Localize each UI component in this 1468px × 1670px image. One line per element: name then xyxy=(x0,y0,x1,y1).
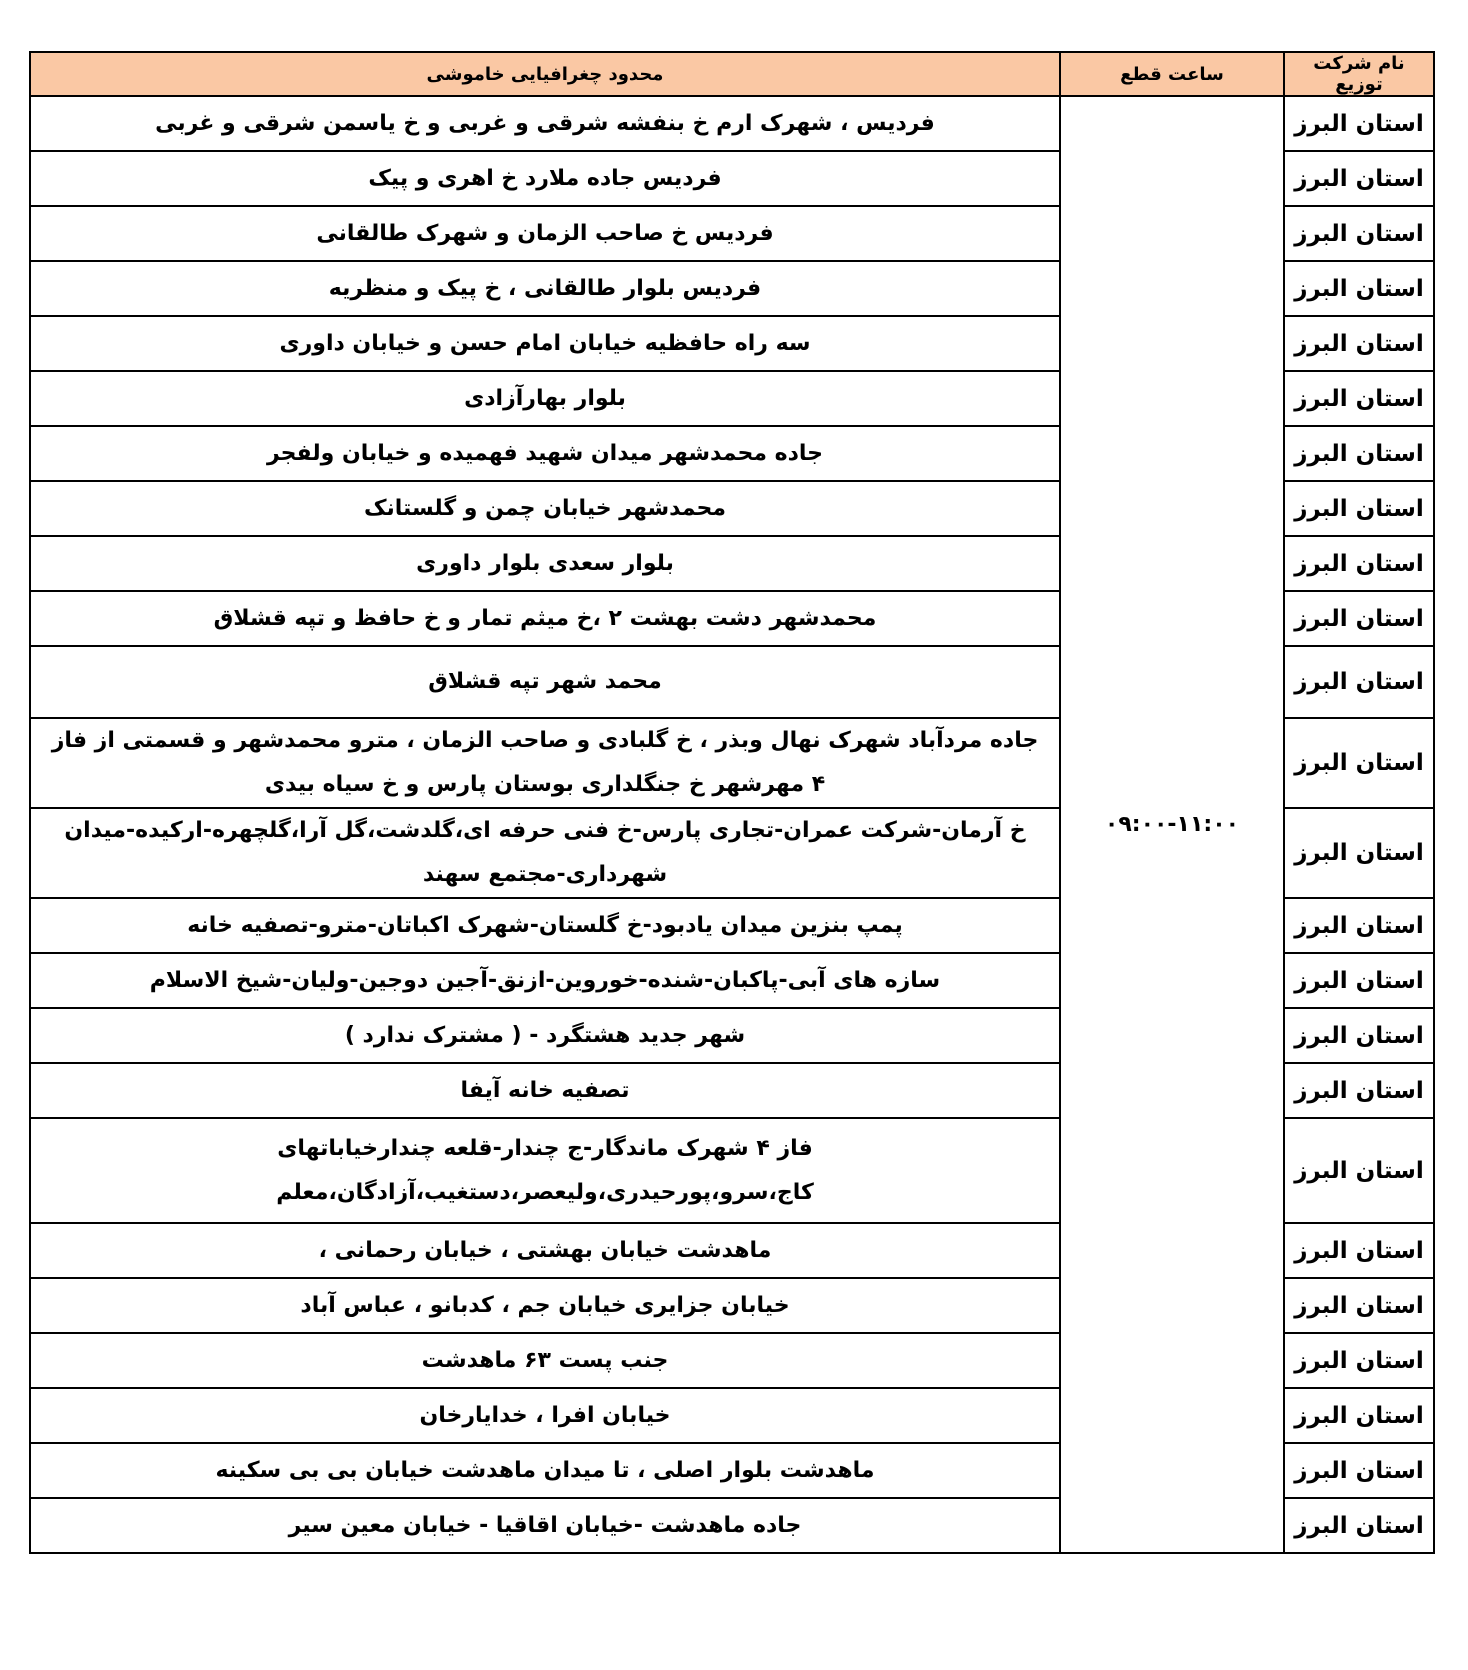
company-cell: استان البرز xyxy=(1284,481,1434,536)
company-cell: استان البرز xyxy=(1284,1223,1434,1278)
company-cell: استان البرز xyxy=(1284,646,1434,718)
table-header-row xyxy=(30,52,1434,96)
area-cell: جنب پست ۶۳ ماهدشت xyxy=(30,1333,1060,1388)
area-cell: شهر جدید هشتگرد - ( مشترک ندارد ) xyxy=(30,1008,1060,1063)
company-cell: استان البرز xyxy=(1284,206,1434,261)
area-cell: جاده ماهدشت -خیابان اقاقیا - خیابان معین سیر xyxy=(30,1498,1060,1553)
area-cell: سازه های آبی-پاکبان-شنده-خوروین-ازنق-آجین دوجین-ولیان-شیخ الاسلام xyxy=(30,953,1060,1008)
area-cell: فردیس جاده ملارد خ اهری و پیک xyxy=(30,151,1060,206)
company-cell: استان البرز xyxy=(1284,1118,1434,1223)
header-area: محدود چغرافیایی خاموشی xyxy=(30,52,1060,96)
area-cell: محمدشهر خیابان چمن و گلستانک xyxy=(30,481,1060,536)
company-cell: استان البرز xyxy=(1284,1498,1434,1553)
area-cell: خیابان افرا ، خدایارخان xyxy=(30,1388,1060,1443)
company-cell: استان البرز xyxy=(1284,426,1434,481)
area-cell: فاز ۴ شهرک ماندگار-ج چندار-قلعه چندارخیاباتهای کاج،سرو،پورحیدری،ولیعصر،دستغیب،آزادگان،معلم xyxy=(30,1118,1060,1223)
company-cell: استان البرز xyxy=(1284,1333,1434,1388)
table-row xyxy=(30,96,1434,151)
company-cell: استان البرز xyxy=(1284,316,1434,371)
area-cell: خیابان جزایری خیابان جم ، کدبانو ، عباس آباد xyxy=(30,1278,1060,1333)
company-cell: استان البرز xyxy=(1284,591,1434,646)
company-cell: استان البرز xyxy=(1284,1443,1434,1498)
company-cell: استان البرز xyxy=(1284,718,1434,808)
outage-table-wrapper xyxy=(29,51,1433,1554)
company-cell: استان البرز xyxy=(1284,1388,1434,1443)
area-cell: جاده مردآباد شهرک نهال وبذر ، خ گلبادی و صاحب الزمان ، مترو محمدشهر و قسمتی از فاز ۴ مهرشهر خ جنگلداری بوستان پارس و خ سیاه بیدی xyxy=(30,718,1060,808)
company-cell: استان البرز xyxy=(1284,96,1434,151)
area-cell: خ آرمان-شرکت عمران-تجاری پارس-خ فنی حرفه ای،گلدشت،گل آرا،گلچهره-ارکیده-میدان شهرداری-مجتمع سهند xyxy=(30,808,1060,898)
area-cell: ماهدشت خیابان بهشتی ، خیابان رحمانی ، xyxy=(30,1223,1060,1278)
area-cell: محمدشهر دشت بهشت ۲ ،خ میثم تمار و خ حافظ و تپه قشلاق xyxy=(30,591,1060,646)
area-cell: جاده محمدشهر میدان شهید فهمیده و خیابان ولفجر xyxy=(30,426,1060,481)
area-cell: ماهدشت بلوار اصلی ، تا میدان ماهدشت خیابان بی بی سکینه xyxy=(30,1443,1060,1498)
table-body xyxy=(30,96,1434,1553)
company-cell: استان البرز xyxy=(1284,808,1434,898)
header-company: نام شرکت توزیع xyxy=(1284,52,1434,96)
area-cell: محمد شهر تپه قشلاق xyxy=(30,646,1060,718)
company-cell: استان البرز xyxy=(1284,536,1434,591)
area-cell: فردیس ، شهرک ارم خ بنفشه شرقی و غربی و خ یاسمن شرقی و غربی xyxy=(30,96,1060,151)
area-cell: سه راه حافظیه خیابان امام حسن و خیابان داوری xyxy=(30,316,1060,371)
area-cell: بلوار بهارآزادی xyxy=(30,371,1060,426)
company-cell: استان البرز xyxy=(1284,1063,1434,1118)
company-cell: استان البرز xyxy=(1284,898,1434,953)
company-cell: استان البرز xyxy=(1284,261,1434,316)
company-cell: استان البرز xyxy=(1284,953,1434,1008)
area-cell: فردیس خ صاحب الزمان و شهرک طالقانی xyxy=(30,206,1060,261)
company-cell: استان البرز xyxy=(1284,1008,1434,1063)
company-cell: استان البرز xyxy=(1284,1278,1434,1333)
area-cell: پمپ بنزین میدان یادبود-خ گلستان-شهرک اکباتان-مترو-تصفیه خانه xyxy=(30,898,1060,953)
company-cell: استان البرز xyxy=(1284,371,1434,426)
area-cell: فردیس بلوار طالقانی ، خ پیک و منظریه xyxy=(30,261,1060,316)
header-time: ساعت قطع xyxy=(1060,52,1284,96)
outage-time-cell: ۰۹:۰۰-۱۱:۰۰ xyxy=(1060,96,1284,1553)
area-cell: بلوار سعدی بلوار داوری xyxy=(30,536,1060,591)
area-cell: تصفیه خانه آیفا xyxy=(30,1063,1060,1118)
company-cell: استان البرز xyxy=(1284,151,1434,206)
outage-table xyxy=(29,51,1435,1554)
